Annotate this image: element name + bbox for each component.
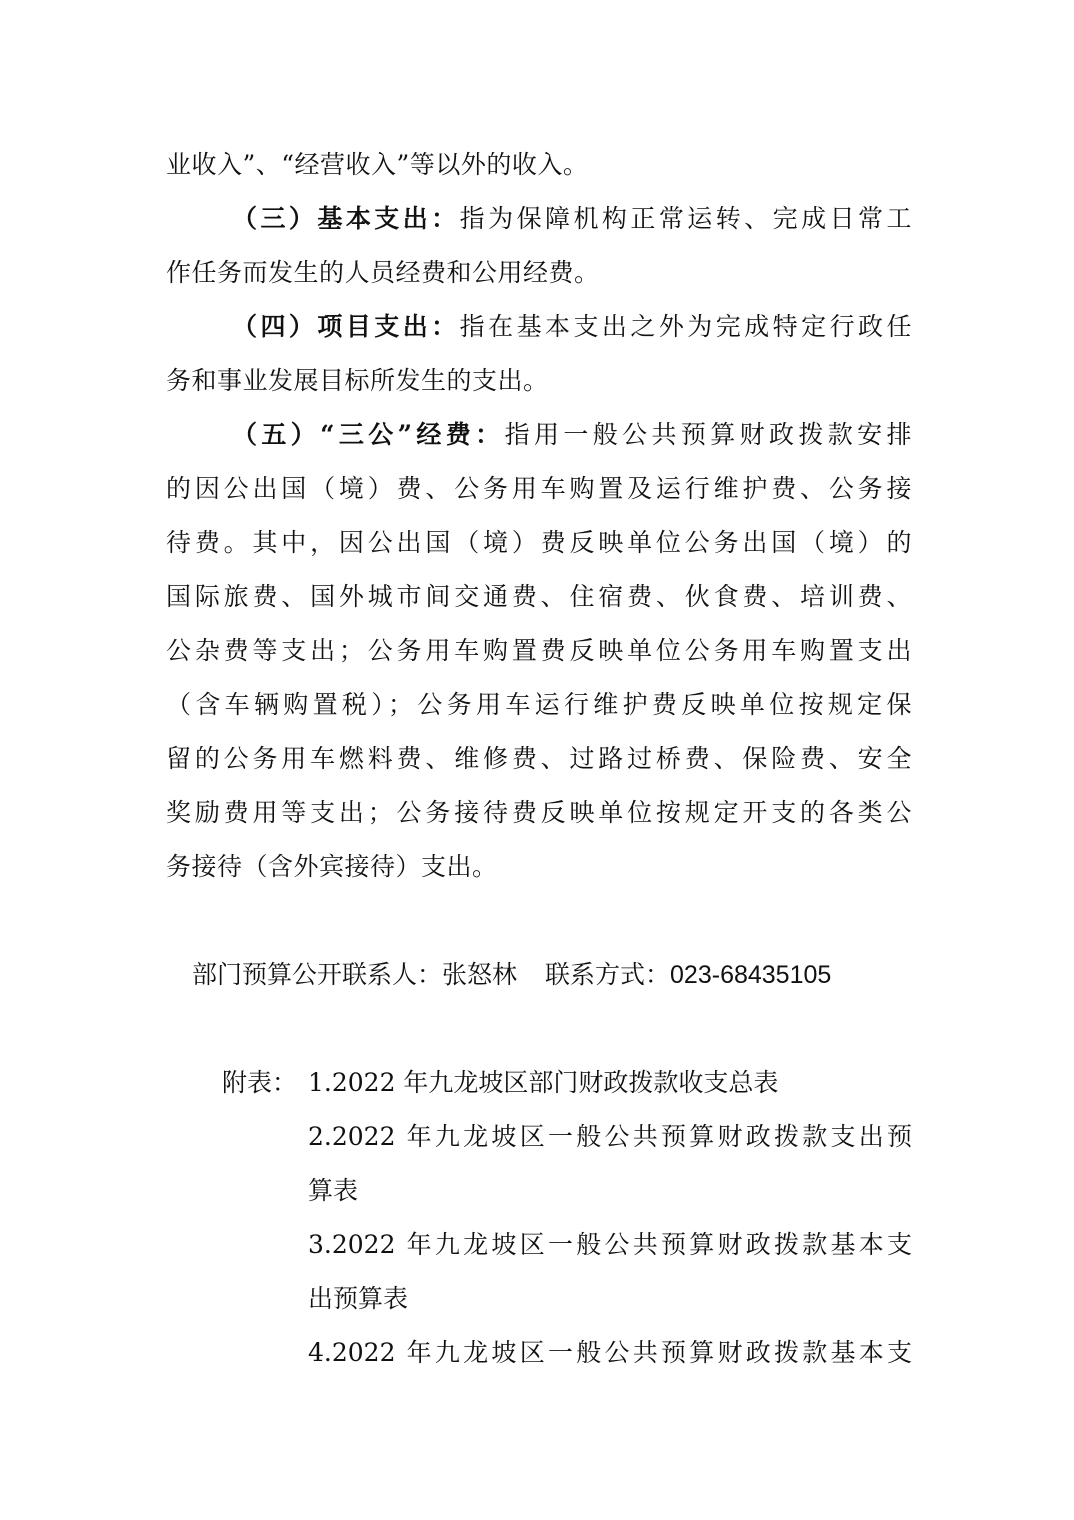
paragraph-line: 业收入”、“经营收入”等以外的收入。 [166,150,589,179]
section-four-text: 指在基本支出之外为完成特定行政任 [459,312,912,341]
section-three-text: 指为保障机构正常运转、完成日常工 [459,204,912,233]
section-five-line-2: 的因公出国（境）费、公务用车购置及运行维护费、公务接 [166,474,912,503]
section-five-line-9: 务接待（含外宾接待）支出。 [166,852,498,881]
contact-method-label: 联系方式： [545,960,671,989]
section-five-line-3: 待费。其中，因公出国（境）费反映单位公务出国（境）的 [166,528,912,557]
attachments-label: 附表： [222,1068,298,1097]
section-four-heading: （四）项目支出： [232,312,460,341]
section-five-line-6: （含车辆购置税）；公务用车运行维护费反映单位按规定保 [166,690,912,719]
section-five-line-5: 公杂费等支出；公务用车购置费反映单位公务用车购置支出 [166,636,912,665]
section-three-line-2: 作任务而发生的人员经费和公用经费。 [166,258,600,287]
contact-phone: 023-68435105 [670,961,832,989]
section-five-text: 指用一般公共预算财政拨款安排 [504,420,912,449]
section-five-heading: （五）“三公”经费： [232,420,505,449]
section-five-line-4: 国际旅费、国外城市间交通费、住宿费、伙食费、培训费、 [166,582,912,611]
section-five-line-8: 奖励费用等支出；公务接待费反映单位按规定开支的各类公 [166,798,912,827]
attachment-item-3-line-2: 出预算表 [308,1284,409,1313]
contact-person: 部门预算公开联系人：张怒林 [192,960,518,989]
section-four-line-1 [232,300,912,354]
section-five-line-1 [232,408,912,462]
contact-line [192,948,912,1002]
attachment-item-2-line-2: 算表 [308,1176,359,1205]
attachment-item-3-line-1: 3.2022 年九龙坡区一般公共预算财政拨款基本支 [308,1230,912,1259]
attachment-item-1: 1.2022 年九龙坡区部门财政拨款收支总表 [308,1068,779,1097]
section-three-heading: （三）基本支出： [232,204,460,233]
section-four-line-2: 务和事业发展目标所发生的支出。 [166,366,549,395]
attachment-item-4-line-1: 4.2022 年九龙坡区一般公共预算财政拨款基本支 [308,1338,912,1367]
section-five-line-7: 留的公务用车燃料费、维修费、过路过桥费、保险费、安全 [166,744,912,773]
section-three-line-1 [232,192,912,246]
attachment-item-2-line-1: 2.2022 年九龙坡区一般公共预算财政拨款支出预 [308,1122,912,1151]
